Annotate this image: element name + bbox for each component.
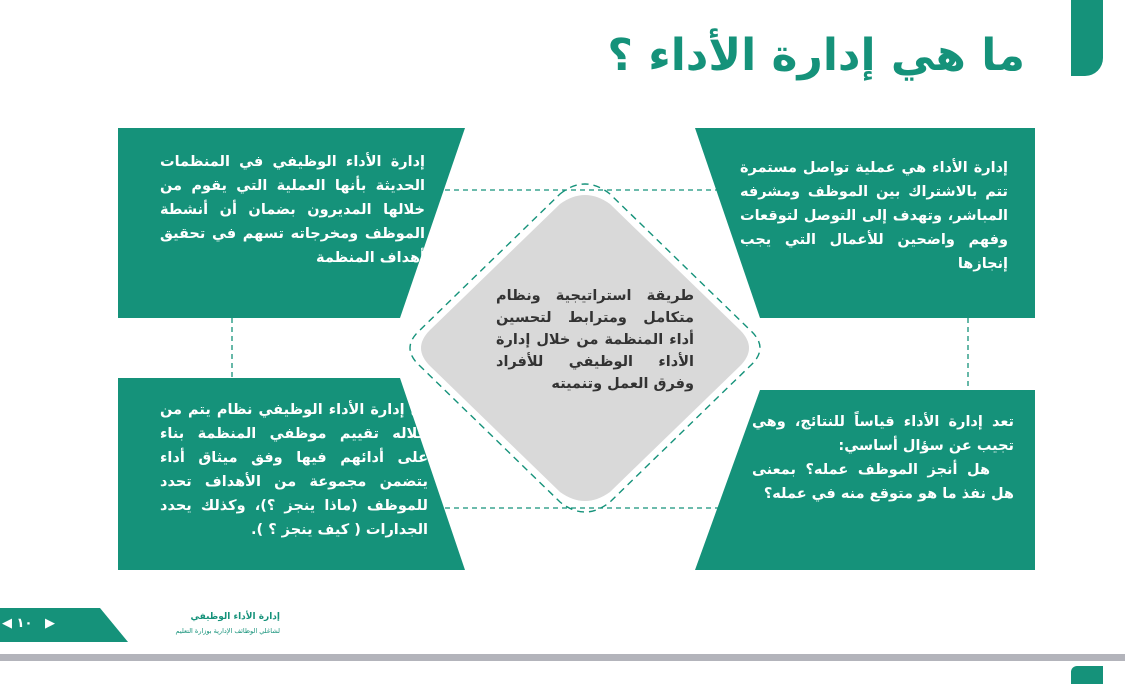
panel-top-left-text: إدارة الأداء الوظيفي في المنظمات الحديثة بأنها العملية التي يقوم من خلالها المديرون بضمان أن أنشطة الموظف ومخرجاته تسهم في تحقيق أهداف المنظمة [160, 154, 425, 266]
footer-subtitle: لشاغلي الوظائف الإدارية بوزارة التعليم [175, 627, 280, 635]
panel-top-right-text: إدارة الأداء هي عملية تواصل مستمرة تتم بالاشتراك بين الموظف ومشرفه المباشر، وتهدف إلى التوصل لتوقعات وفهم واضحين للأعمال التي يجب إنجازها [740, 160, 1008, 272]
page-number: ١٠ [16, 616, 33, 631]
next-arrow-icon[interactable]: ▶ [44, 616, 55, 631]
page-title: ما هي إدارة الأداء ؟ [607, 30, 1025, 81]
panel-bottom-right-text [752, 410, 1014, 506]
panel-bottom-right-line1: تعد إدارة الأداء قياساً للنتائج، وهي تجيب عن سؤال أساسي: [752, 414, 1014, 454]
panel-bottom-right-line2: هل أنجز الموظف عمله؟ بمعنى هل نفذ ما هو متوقع منه في عمله؟ [752, 462, 1014, 502]
panel-bottom-left-text: إن إدارة الأداء الوظيفي نظام يتم من خلاله تقييم موظفي المنظمة بناء على أدائهم فيها وفق ميثاق أداء يتضمن مجموعة من الأهداف تحدد للموظف (ماذا ينجز ؟)، وكذلك يحدد الجدارات ( كيف ينجز ؟ ). [160, 402, 428, 538]
prev-arrow-icon[interactable]: ◀ [2, 616, 12, 631]
page-navigation[interactable] [2, 616, 55, 631]
footer-divider [0, 654, 1125, 661]
footer-title: إدارة الأداء الوظيفي [190, 612, 280, 622]
center-text: طريقة استراتيجية ونظام متكامل ومترابط لتحسين أداء المنظمة من خلال إدارة الأداء الوظيفي للأفراد وفرق العمل وتنميته [496, 288, 694, 392]
